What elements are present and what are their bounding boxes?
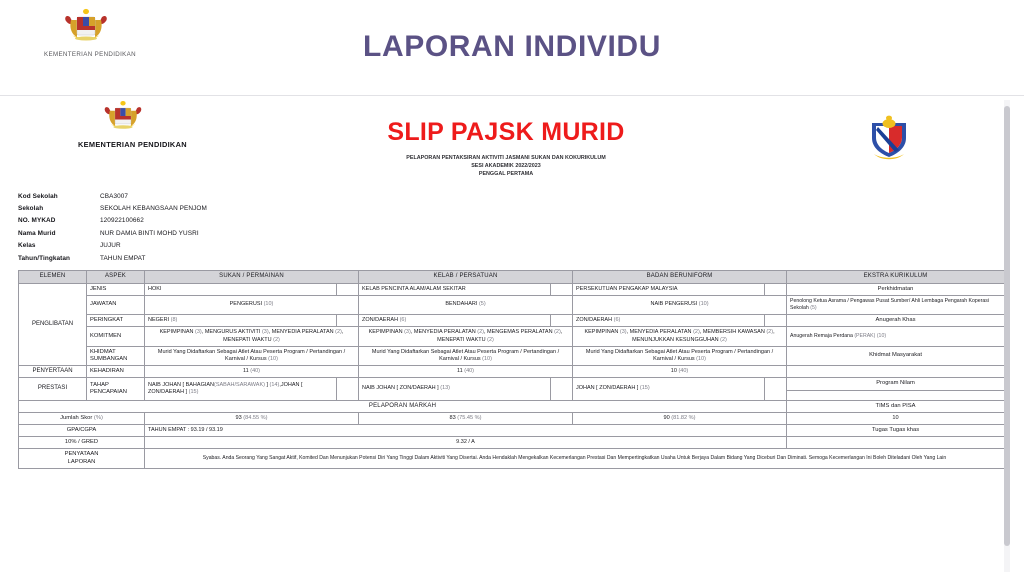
peringkat-badan: ZON/DAERAH (6)	[573, 315, 765, 327]
column-header-ekstra: EKSTRA KURIKULUM	[787, 271, 1005, 283]
table-row-gred	[19, 437, 1005, 449]
column-header-kelab: KELAB / PERSATUAN	[359, 271, 573, 283]
tahap-kelab-extra	[551, 378, 573, 400]
penyataan-label-line1: PENYATAAN	[64, 451, 99, 458]
penyataan-label	[19, 449, 145, 468]
tahap-badan-extra	[765, 378, 787, 400]
info-value: JUJUR	[100, 242, 121, 250]
aspek-jenis: JENIS	[87, 283, 145, 295]
table-row-kehadiran	[19, 366, 1005, 378]
column-header-aspek: ASPEK	[87, 271, 145, 283]
peringkat-sukan: NEGERI (8)	[145, 315, 337, 327]
ekstra-value-program-nilam	[787, 390, 1005, 400]
info-row-kod-sekolah	[18, 190, 1012, 202]
info-value: SEKOLAH KEBANGSAAN PENJOM	[100, 205, 207, 213]
peringkat-sukan-extra	[337, 315, 359, 327]
table-row-komitmen	[19, 327, 1005, 346]
kehadiran-badan: 10 (40)	[573, 366, 787, 378]
jumlah-skor-kelab: 83 (75.45 %)	[359, 412, 573, 424]
aspek-tahap-pencapaian: TAHAP PENCAPAIAN	[87, 378, 145, 400]
aspek-jawatan: JAWATAN	[87, 295, 145, 314]
elemen-penyertaan: PENYERTAAN	[19, 366, 87, 378]
khidmat-sukan: Murid Yang Didaftarkan Sebagai Atlet Atau Peserta Program / Pertandingan / Karnival / Kursus (10)	[145, 346, 359, 365]
info-value: 120922100662	[100, 217, 144, 225]
info-label: Kelas	[18, 242, 36, 250]
info-row-mykad	[18, 215, 1012, 227]
jawatan-badan: NAIB PENGERUSI (10)	[573, 295, 787, 314]
ekstra-value-khidmat-masyarakat	[787, 366, 1005, 378]
khidmat-badan: Murid Yang Didaftarkan Sebagai Atlet Atau Peserta Program / Pertandingan / Karnival / Kursus (10)	[573, 346, 787, 365]
info-label: NO. MYKAD	[18, 217, 56, 225]
student-info-block	[18, 190, 1012, 264]
ekstra-value-perkhidmatan: Penolong Ketua Asrama / Pengawas Pusat Sumber/ Ahli Lembaga Pengarah Koperasi Sekolah (5)	[787, 295, 1005, 314]
table-row-prestasi	[19, 378, 1005, 390]
info-label: Tahun/Tingkatan	[18, 254, 71, 262]
aspek-komitmen: KOMITMEN	[87, 327, 145, 346]
jenis-badan: PERSEKUTUAN PENGAKAP MALAYSIA	[573, 283, 765, 295]
jawatan-kelab: BENDAHARI (5)	[359, 295, 573, 314]
tahap-sukan-extra	[337, 378, 359, 400]
info-row-tahun-tingkatan	[18, 252, 1012, 264]
column-header-sukan: SUKAN / PERMAINAN	[145, 271, 359, 283]
jumlah-skor-ekstra: 10	[787, 412, 1005, 424]
ekstra-head-tugas-khas: Tugas Tugas khas	[787, 424, 1005, 436]
table-row-gpa	[19, 424, 1005, 436]
penyataan-value: Syabas. Anda Seorang Yang Sangat Aktif, Komited Dan Menunjukan Potensi Diri Yang Tinggi Dalam Aktiviti Yang Disertai. Anda Hendaklah Mengekalkan Kecemerlangan Prestasi Dan Mempertingkatkan Usaha Untuk Berjaya Dalam Bidang Yang Diceburi Dan Diminati. Semoga Kecemerlangan Ini Boleh Diteladani Oleh Yang Lain	[145, 449, 1005, 468]
info-label: Nama Murid	[18, 229, 56, 237]
info-value: TAHUN EMPAT	[100, 254, 146, 262]
peringkat-kelab: ZON/DAERAH (6)	[359, 315, 551, 327]
pelaporan-markah-title: PELAPORAN MARKAH	[19, 400, 787, 412]
table-row-peringkat	[19, 315, 1005, 327]
table-row-jenis	[19, 283, 1005, 295]
info-value: NUR DAMIA BINTI MOHD YUSRI	[100, 229, 199, 237]
gred-value: 9.32 / A	[145, 437, 787, 449]
info-label: Sekolah	[18, 205, 44, 213]
slip-subtitle-line3: PENGGAL PERTAMA	[478, 171, 534, 177]
komitmen-sukan: KEPIMPINAN (3), MENGURUS AKTIVITI (3), MENYEDIA PERALATAN (2), MENEPATI WAKTU (2)	[145, 327, 359, 346]
table-row-penyataan	[19, 449, 1005, 468]
elemen-prestasi: PRESTASI	[19, 378, 87, 400]
slip-header	[0, 96, 1012, 184]
ekstra-head-anugerah-khas: Anugerah Khas	[787, 315, 1005, 327]
slip-subtitle-line2: SESI AKADEMIK 2022/2023	[471, 163, 541, 169]
komitmen-badan: KEPIMPINAN (3), MENYEDIA PERALATAN (2), MEMBERSIH KAWASAN (2), MENUNJUKKAN KESUNGGUHAN (2)	[573, 327, 787, 346]
info-row-nama-murid	[18, 227, 1012, 239]
kehadiran-kelab: 11 (40)	[359, 366, 573, 378]
jenis-kelab: KELAB PENCINTA ALAM/ALAM SEKITAR	[359, 283, 551, 295]
table-row-khidmat-sumbangan	[19, 346, 1005, 365]
ekstra-head-khidmat-masyarakat: Khidmat Masyarakat	[787, 346, 1005, 365]
top-banner	[0, 0, 1024, 96]
ekstra-head-tims-pisa: TIMS dan PISA	[787, 400, 1005, 412]
pajsk-report-table	[18, 270, 1005, 468]
khidmat-kelab: Murid Yang Didaftarkan Sebagai Atlet Atau Peserta Program / Pertandingan / Karnival / Kursus (10)	[359, 346, 573, 365]
ministry-crest-banner-label: KEMENTERIAN PENDIDIKAN	[44, 51, 136, 58]
jenis-badan-extra	[765, 283, 787, 295]
info-value: CBA3007	[100, 192, 129, 200]
column-header-elemen: ELEMEN	[19, 271, 87, 283]
gred-label: 10% / GRED	[19, 437, 145, 449]
jenis-sukan-extra	[337, 283, 359, 295]
gpa-value: TAHUN EMPAT : 93.19 / 93.19	[145, 424, 787, 436]
jumlah-skor-sukan: 93 (84.55 %)	[145, 412, 359, 424]
ekstra-head-perkhidmatan: Perkhidmatan	[787, 283, 1005, 295]
peringkat-badan-extra	[765, 315, 787, 327]
table-row-markah-title	[19, 400, 1005, 412]
penyataan-label-line2: LAPORAN	[67, 458, 96, 465]
slip-title: SLIP PAJSK MURID	[387, 118, 625, 146]
page-title: LAPORAN INDIVIDU	[363, 30, 661, 63]
jenis-kelab-extra	[551, 283, 573, 295]
ministry-crest-slip-label: KEMENTERIAN PENDIDIKAN	[78, 140, 187, 149]
table-row-jumlah-skor	[19, 412, 1005, 424]
slip-subtitle	[0, 154, 1012, 178]
ekstra-value-anugerah-khas: Anugerah Remaja Perdana (PERAK) (10)	[787, 327, 1005, 346]
tahap-kelab: NAIB JOHAN [ ZON/DAERAH ] (13)	[359, 378, 551, 400]
jumlah-skor-label: Jumlah Skor (%)	[19, 412, 145, 424]
info-label: Kod Sekolah	[18, 192, 58, 200]
info-row-kelas	[18, 240, 1012, 252]
gpa-label: GPA/CGPA	[19, 424, 145, 436]
komitmen-kelab: KEPIMPINAN (3), MENYEDIA PERALATAN (2), MENGEMAS PERALATAN (2), MENEPATI WAKTU (2)	[359, 327, 573, 346]
jumlah-skor-badan: 90 (81.82 %)	[573, 412, 787, 424]
ekstra-value-tugas-khas	[787, 437, 1005, 449]
aspek-peringkat: PERINGKAT	[87, 315, 145, 327]
jawatan-sukan: PENGERUSI (10)	[145, 295, 359, 314]
column-header-badan: BADAN BERUNIFORM	[573, 271, 787, 283]
peringkat-kelab-extra	[551, 315, 573, 327]
ekstra-head-program-nilam: Program Nilam	[787, 378, 1005, 390]
tahap-sukan: NAIB JOHAN [ BAHAGIAN(SABAH/SARAWAK) ] (14),JOHAN [ ZON/DAERAH ] (15)	[145, 378, 337, 400]
tahap-badan: JOHAN [ ZON/DAERAH ] (15)	[573, 378, 765, 400]
table-header-row	[19, 271, 1005, 283]
info-row-sekolah	[18, 202, 1012, 214]
aspek-khidmat-sumbangan: KHIDMAT SUMBANGAN	[87, 346, 145, 365]
document-sheet	[0, 96, 1012, 576]
kehadiran-sukan: 11 (40)	[145, 366, 359, 378]
aspek-kehadiran: KEHADIRAN	[87, 366, 145, 378]
elemen-penglibatan: PENGLIBATAN	[19, 283, 87, 366]
jenis-sukan: HOKI	[145, 283, 337, 295]
table-row-jawatan	[19, 295, 1005, 314]
slip-subtitle-line1: PELAPORAN PENTAKSIRAN AKTIVITI JASMANI SUKAN DAN KOKURIKULUM	[406, 155, 606, 161]
